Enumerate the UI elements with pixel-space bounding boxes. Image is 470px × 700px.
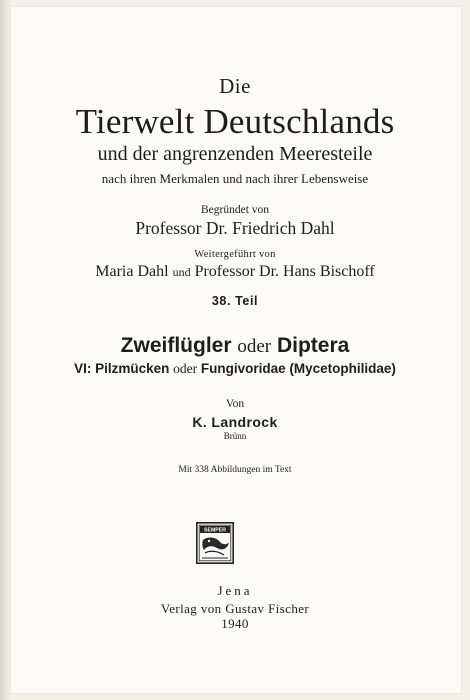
figures-note: Mit 338 Abbildungen im Text (178, 465, 292, 475)
continued-label: Weitergeführt von (194, 249, 276, 260)
publication-place: Jena (217, 583, 253, 598)
founder-name: Professor Dr. Friedrich Dahl (135, 218, 335, 238)
editor-name-2: Professor Dr. Hans Bischoff (194, 263, 375, 280)
editor-conjunction: und (172, 265, 191, 279)
author-city: Brünn (223, 431, 247, 441)
subtitle-secondary: nach ihren Merkmalen und nach ihrer Lebensweise (101, 171, 369, 186)
continued-names (0, 263, 470, 281)
author-prefix: Von (225, 398, 245, 410)
taxon-title (0, 334, 470, 358)
title-die: Die (219, 74, 251, 98)
taxon-latin: Diptera (276, 334, 350, 357)
main-title: Tierwelt Deutschlands (75, 102, 395, 141)
family-latin: Fungivoridae (Mycetophilidae) (200, 361, 396, 376)
editor-name-1: Maria Dahl (95, 263, 169, 280)
logo-text: SEMPER (204, 527, 226, 534)
volume-part: 38. Teil (211, 294, 259, 308)
founded-label: Begründet von (200, 204, 270, 216)
taxon-german: Zweiflügler (120, 334, 232, 357)
family-title (0, 361, 470, 377)
publisher-logo (196, 522, 234, 564)
family-conjunction: oder (173, 361, 198, 376)
author-name: K. Landrock (192, 414, 278, 430)
publisher-name: Verlag von Gustav Fischer (160, 601, 310, 616)
taxon-conjunction: oder (237, 336, 272, 357)
family-german: VI: Pilzmücken (74, 361, 170, 376)
subtitle: und der angrenzenden Meeresteile (97, 143, 373, 165)
publication-year: 1940 (221, 616, 249, 631)
